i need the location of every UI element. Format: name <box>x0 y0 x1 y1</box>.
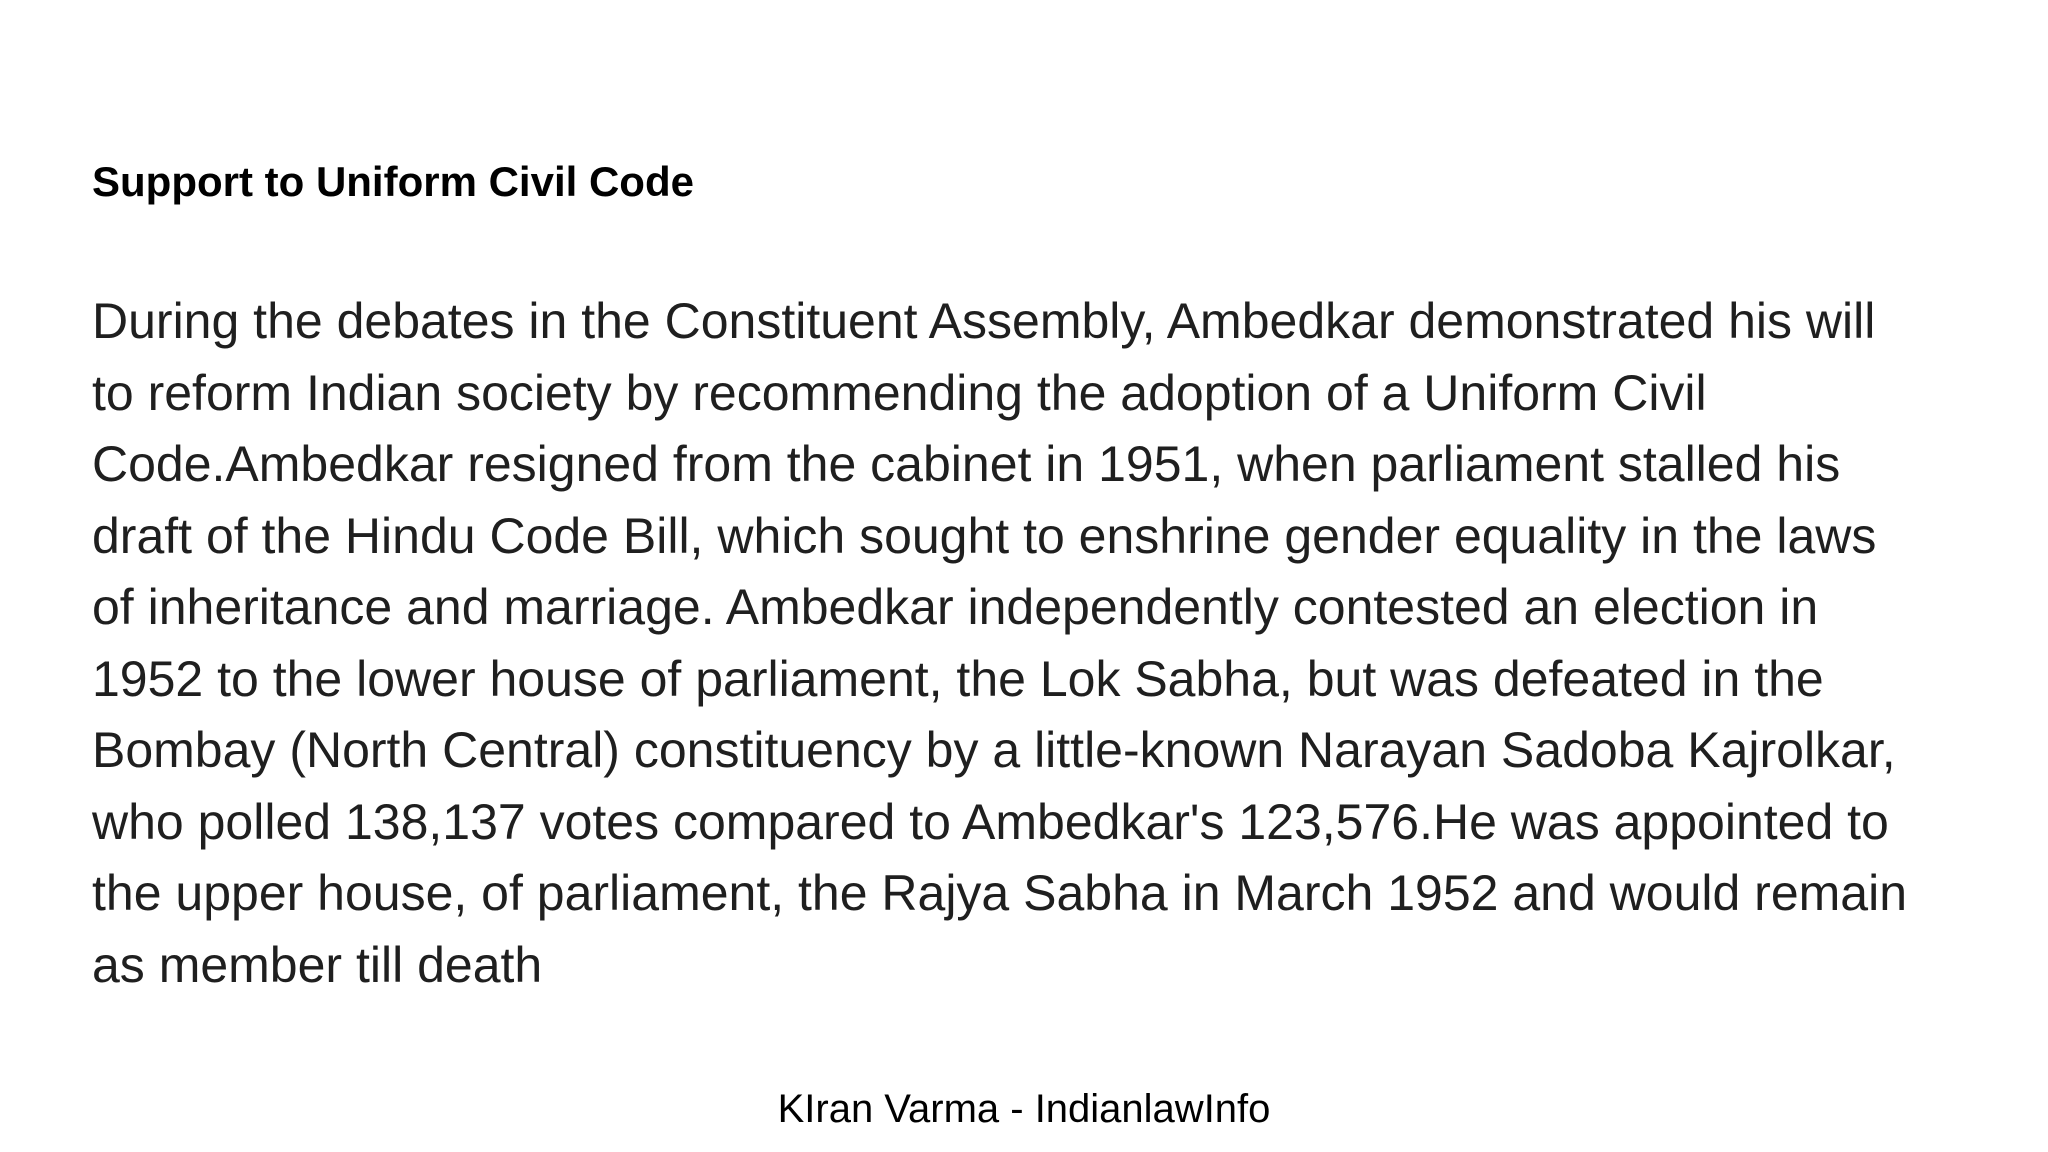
slide-body <box>92 286 1992 1001</box>
body-line: of inheritance and marriage. Ambedkar independently contested an election in <box>92 579 1819 635</box>
body-line: as member till death <box>92 936 543 993</box>
body-line: draft of the Hindu Code Bill, which sought to enshrine gender equality in the laws <box>92 507 1877 564</box>
body-line: to reform Indian society by recommending the adoption of a Uniform Civil <box>92 364 1707 421</box>
body-line: During the debates in the Constituent Assembly, Ambedkar demonstrated his will <box>92 293 1876 349</box>
body-line: 1952 to the lower house of parliament, the Lok Sabha, but was defeated in the <box>92 650 1824 707</box>
body-line: Code.Ambedkar resigned from the cabinet in 1951, when parliament stalled his <box>92 436 1841 492</box>
slide-footer: KIran Varma - IndianlawInfo <box>777 1087 1271 1131</box>
body-line: who polled 138,137 votes compared to Ambedkar's 123,576.He was appointed to <box>92 793 1889 850</box>
body-line: the upper house, of parliament, the Rajya Sabha in March 1952 and would remain <box>92 865 1908 921</box>
slide-title: Support to Uniform Civil Code <box>92 158 694 205</box>
body-line: Bombay (North Central) constituency by a little-known Narayan Sadoba Kajrolkar, <box>92 722 1896 778</box>
